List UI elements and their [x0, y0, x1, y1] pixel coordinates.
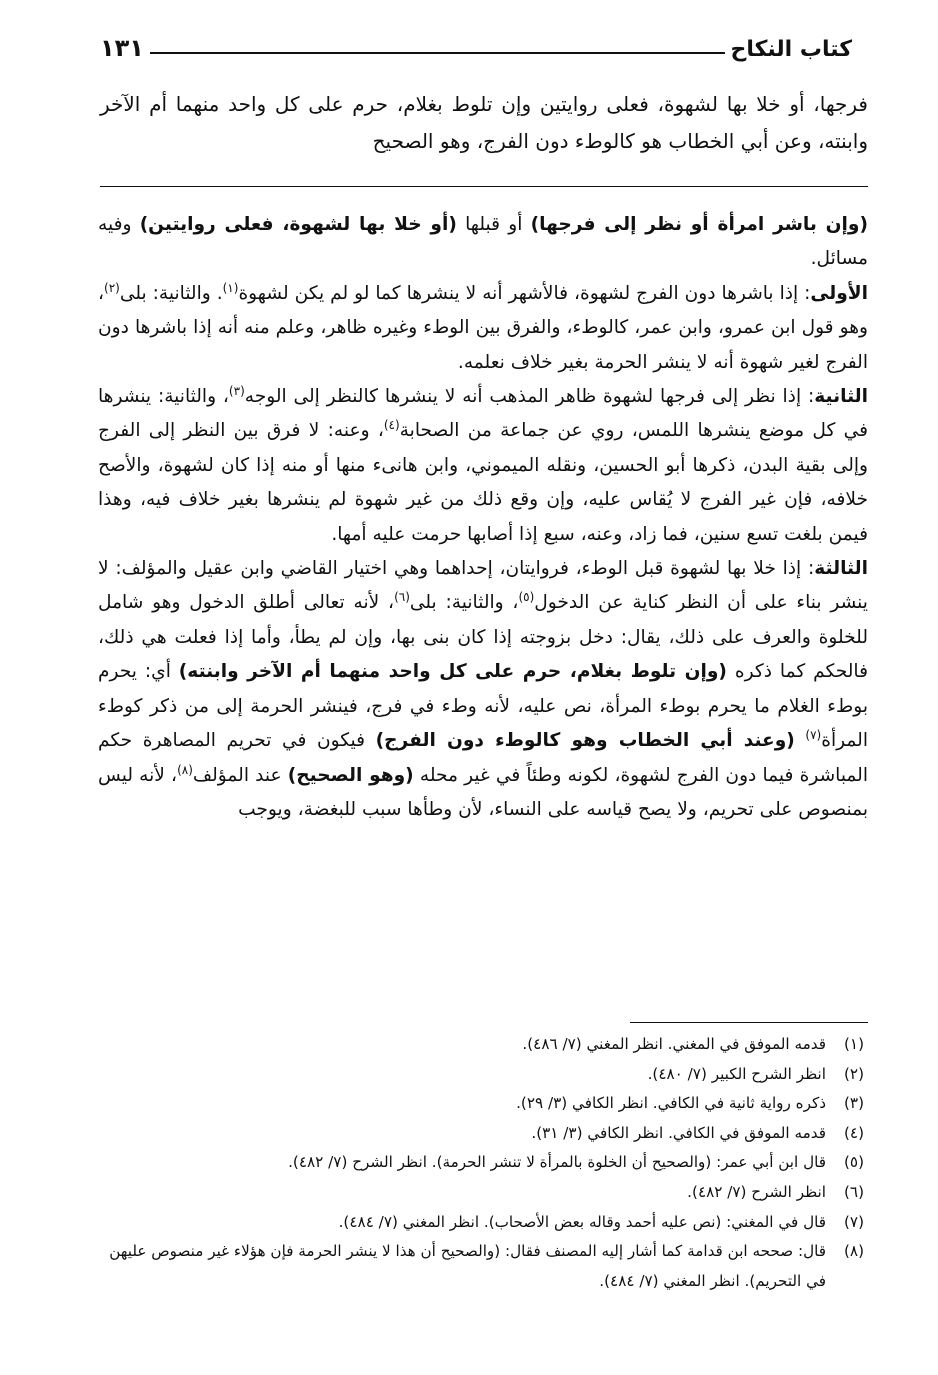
footnote-reference[interactable]: (٧)	[805, 727, 822, 742]
issue-third	[98, 552, 868, 827]
issue-heading: الثالثة	[814, 558, 868, 580]
commentary-text: ، والثانية: ينشرها في كل موضع ينشرها اللمس، روي عن جماعة من الصحابة	[98, 386, 868, 442]
footnote-reference[interactable]: (٥)	[518, 590, 535, 605]
commentary-text: ، لأنه ليس بمنصوص على تحريم، ولا يصح قياسه على النساء، لأن وطأها سبب للبغضة، ويوجب	[98, 764, 868, 820]
footnote-number: (٥)	[843, 1153, 864, 1172]
matn-text: فرجها، أو خلا بها لشهوة، فعلى روايتين وإن تلوط بغلام، حرم على كل واحد منهما أم الآخر وابنته، وعن أبي الخطاب هو كالوطء دون الفرج، وهو الصحيح	[100, 92, 868, 153]
issue-heading: الثانية	[814, 386, 869, 408]
footnote-number: (٧)	[843, 1212, 864, 1231]
commentary-text: أي: يحرم بوطء الغلام ما يحرم بوطء المرأة، نص عليه، لأنه وطء في فرج، فينشر الحرمة إلى من ذكر كوطء المرأة	[98, 661, 868, 752]
commentary-text: عند المؤلف	[192, 764, 288, 786]
commentary-text	[795, 730, 806, 751]
header-rule	[150, 52, 725, 54]
footnote	[100, 1208, 864, 1238]
footnote-reference[interactable]: (٦)	[394, 590, 410, 605]
footnote-reference[interactable]: (٤)	[383, 418, 400, 433]
commentary-text: : إذا نظر إلى فرجها لشهوة ظاهر المذهب أنه لا ينشرها كالنظر إلى الوجه	[244, 386, 815, 408]
footnote-number: (٤)	[843, 1123, 864, 1142]
commentary-text: أو قبلها	[456, 214, 531, 235]
commentary-text: : إذا باشرها دون الفرج لشهوة، فالأشهر أنه لا ينشرها كما لو لم يكن لشهوة	[238, 282, 811, 304]
commentary	[98, 208, 868, 827]
footnote	[100, 1148, 864, 1178]
quoted-matn: (وإن تلوط بغلام، حرم على كل واحد منهما أم الآخر وابنته)	[178, 661, 727, 683]
footnote	[100, 1237, 864, 1296]
footnote-reference[interactable]: (٢)	[104, 280, 120, 295]
footnote	[100, 1119, 864, 1149]
commentary-text: : إذا خلا بها لشهوة قبل الوطء، فروايتان، إحداهما وهي اختيار القاضي وابن عقيل والمؤلف: لا ينشر بناء على أن النظر كناية عن الدخول	[98, 558, 868, 614]
footnote-text: قال ابن أبي عمر: (والصحيح أن الخلوة بالمرأة لا تنشر الحرمة). انظر الشرح (٧/ ٤٨٢).	[288, 1153, 826, 1172]
issue-second	[98, 380, 868, 552]
commentary-text: فيكون في تحريم المصاهرة حكم المباشرة فيما دون الفرج لشهوة، لكونه وطئاً في غير محله	[98, 730, 869, 786]
footnote-text: ذكره رواية ثانية في الكافي. انظر الكافي (٣/ ٢٩).	[516, 1094, 826, 1113]
footnote-reference[interactable]: (١)	[222, 280, 239, 295]
footnote-number: (٢)	[843, 1064, 864, 1083]
quoted-matn: (أو خلا بها لشهوة، فعلى روايتين)	[139, 214, 457, 235]
footnote-text: قال في المغني: (نص عليه أحمد وقاله بعض الأصحاب). انظر المغني (٧/ ٤٨٤).	[338, 1212, 826, 1231]
issue-heading: الأولى	[810, 282, 868, 304]
quoted-matn: (وهو الصحيح)	[287, 764, 414, 786]
commentary-text: ، وعنه: لا فرق بين النظر إلى الفرج وإلى بقية البدن، ذكرها أبو الحسين، ونقله الميموني، وابن هانىء منها أو منه إذا كان لشهوة، والأصح خلافه، فإن غير الفرج لا يُقاس عليه، وإن وقع ذلك من غير شهوة لم ينشرها بغير خلاف فيه، وهذا فيمن بلغت تسع سنين، فما زاد، وعنه، سبع إذا أصابها حرمت عليه أمها.	[98, 420, 868, 545]
footnotes	[100, 1030, 864, 1296]
footnote-text: قدمه الموفق في المغني. انظر المغني (٧/ ٤٨٦).	[522, 1035, 826, 1053]
footnote	[100, 1089, 864, 1119]
commentary-text: . والثانية: بلى	[119, 282, 223, 304]
commentary-text: ، وهو قول ابن عمرو، وابن عمر، كالوطء، والفرق بين الوطء وغيره ظاهر، وعلم منه أنه إذا باشرها دون الفرج لغير شهوة أنه لا ينشر الحرمة بغير خلاف نعلمه.	[98, 282, 868, 373]
quoted-matn: (وعند أبي الخطاب وهو كالوطء دون الفرج)	[375, 730, 795, 752]
footnote	[100, 1178, 864, 1208]
footnote-text: انظر الشرح (٧/ ٤٨٢).	[687, 1182, 826, 1201]
footnote-number: (١)	[843, 1035, 864, 1053]
footnote-text: قال: صححه ابن قدامة كما أشار إليه المصنف فقال: (والصحيح أن هذا لا ينشر الحرمة فإن هؤلاء غير منصوص عليهن في التحريم). انظر المغني (٧/ ٤٨٤).	[109, 1242, 826, 1290]
footnote-number: (٣)	[843, 1094, 864, 1113]
issue-first	[98, 277, 868, 380]
footnote-text: قدمه الموفق في الكافي. انظر الكافي (٣/ ٣١).	[531, 1123, 826, 1142]
footnote-reference[interactable]: (٨)	[177, 762, 193, 777]
footnote	[100, 1030, 864, 1060]
footnote-separator	[630, 1022, 868, 1023]
running-title: كتاب النكاح	[730, 37, 852, 62]
footnote-number: (٦)	[843, 1182, 864, 1201]
page-number: ١٣١	[100, 34, 144, 62]
quoted-matn: (وإن باشر امرأة أو نظر إلى فرجها)	[530, 214, 868, 235]
commentary-intro	[98, 208, 868, 277]
matn-separator	[100, 186, 868, 187]
commentary-text: وفيه مسائل.	[98, 214, 868, 270]
page-header	[100, 22, 852, 62]
footnote-number: (٨)	[843, 1242, 864, 1261]
commentary-text: ، والثانية: بلى	[409, 592, 519, 614]
footnote-text: انظر الشرح الكبير (٧/ ٤٨٠).	[647, 1064, 826, 1083]
commentary-text: ، لأنه تعالى أطلق الدخول وهو شامل للخلوة والعرف على ذلك، يقال: دخل بزوجته إذا كان بنى بها، وإن لم يطأ، وأما إذا فعلت هي ذلك، فالحكم كما ذكره	[98, 592, 868, 683]
footnote	[100, 1060, 864, 1090]
footnote-reference[interactable]: (٣)	[228, 383, 245, 398]
